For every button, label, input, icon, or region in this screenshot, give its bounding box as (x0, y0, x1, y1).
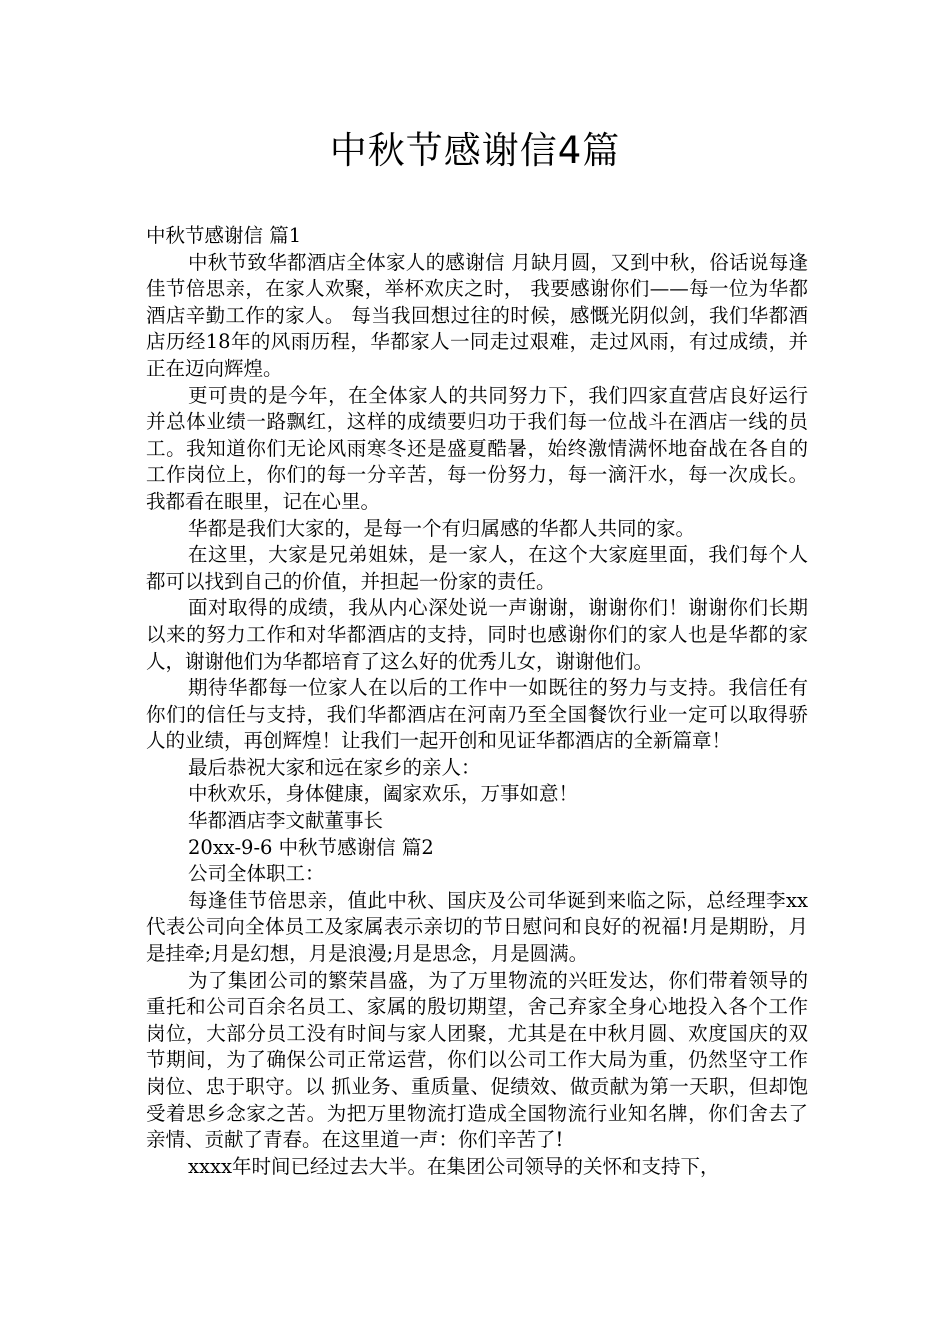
document-title: 中秋节感谢信4篇 (329, 129, 621, 172)
paragraph: 期待华都每一位家人在以后的工作中一如既往的努力与支持。我信任有你们的信任与支持，我们华都酒店在河南乃至全国餐饮行业一定可以取得骄人的业绩，再创辉煌！让我们一起开创和见证华都酒店的全新篇章！ (146, 676, 808, 753)
salutation: 公司全体职工： (188, 862, 325, 886)
paragraph: 更可贵的是今年，在全体家人的共同努力下，我们四家直营店良好运行并总体业绩一路飘红，这样的成绩要归功于我们每一位战斗在酒店一线的员工。我知道你们无论风雨寒冬还是盛夏酷暑，始终激情满怀地奋战在各自的工作岗位上，你们的每一分辛苦，每一份努力，每一滴汗水，每一次成长。我都看在眼里，记在心里。 (146, 383, 808, 513)
document-body (146, 223, 808, 1180)
greeting-line: 最后恭祝大家和远在家乡的亲人： (188, 755, 481, 779)
paragraph: 华都是我们大家的，是每一个有归属感的华都人共同的家。 (188, 516, 696, 540)
paragraph: 中秋节致华都酒店全体家人的感谢信 月缺月圆，又到中秋，俗话说每逢佳节倍思亲，在家人欢聚，举杯欢庆之时， 我要感谢你们——每一位为华都酒店辛勤工作的家人。 每当我回想过往的时候，感慨光阴似剑，我们华都酒店历经18年的风雨历程，华都家人一同走过艰难，走过风雨，有过成绩，并正在迈向辉煌。 (146, 250, 808, 380)
paragraph: 面对取得的成绩，我从内心深处说一声谢谢，谢谢你们！谢谢你们长期以来的努力工作和对华都酒店的支持，同时也感谢你们的家人也是华都的家人，谢谢他们为华都培育了这么好的优秀儿女，谢谢他们。 (146, 596, 808, 673)
paragraph: 在这里，大家是兄弟姐妹，是一家人，在这个大家庭里面，我们每个人都可以找到自己的价值，并担起一份家的责任。 (146, 543, 808, 593)
date-and-section-heading: 20xx-9-6 中秋节感谢信 篇2 (188, 835, 434, 859)
paragraph: xxxx年时间已经过去大半。在集团公司领导的关怀和支持下， (188, 1154, 720, 1178)
section-heading: 中秋节感谢信 篇1 (146, 224, 302, 247)
greeting-line: 中秋欢乐，身体健康，阖家欢乐，万事如意！ (188, 782, 579, 806)
signature-line: 华都酒店李文献董事长 (188, 809, 384, 833)
paragraph: 为了集团公司的繁荣昌盛，为了万里物流的兴旺发达，你们带着领导的重托和公司百余名员工、家属的殷切期望，舍己弃家全身心地投入各个工作岗位，大部分员工没有时间与家人团聚，尤其是在中秋月圆、欢度国庆的双节期间，为了确保公司正常运营，你们以公司工作大局为重，仍然坚守工作岗位、忠于职守。以 抓业务、重质量、促绩效、做贡献为第一天职，但却饱受着思乡念家之苦。为把万里物流打造成全国物流行业知名牌，你们舍去了亲情、贡献了青春。在这里道一声：你们辛苦了! (146, 968, 808, 1152)
paragraph: 每逢佳节倍思亲，值此中秋、国庆及公司华诞到来临之际，总经理李xx代表公司向全体员工及家属表示亲切的节日慰问和良好的祝福!月是期盼，月是挂牵;月是幻想，月是浪漫;月是思念，月是圆满。 (146, 888, 808, 966)
